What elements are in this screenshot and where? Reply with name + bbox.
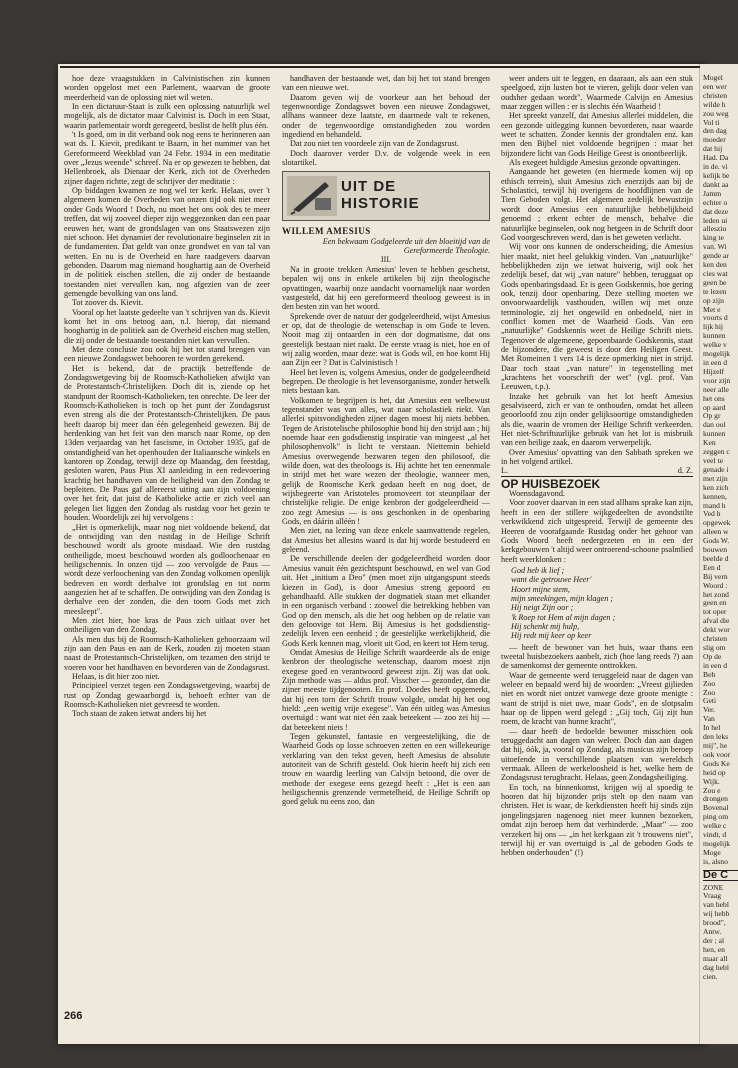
- paragraph: Tegen gekunstel, fantasie en vergeestelijking, die de Waarheid Gods op losse schroeven zetten en een willekeurige verklaring van den tekst geven, heeft Amesius de absolute autoriteit van de Schrift gesteld. Ook hierin heeft hij zich een trouw en waardig leerling van Calvijn betoond, die over de methode der exegese eens gezegd heeft : „Het is een aan heiligschennis grenzende vermetelheid, de Heilige Schrift op goed geluk nu eens zoo, dan: [282, 732, 490, 807]
- poem-line: mijn smeekingen, mijn klagen ;: [511, 593, 614, 603]
- paragraph: Doch daarover verder D.v. de volgende week in een slotartikel.: [282, 148, 490, 168]
- cropped-line: beelde d: [703, 553, 729, 563]
- cropped-line: tot oper: [703, 607, 727, 617]
- paragraph: Na in groote trekken Amesius' leven te hebben geschetst, bepalen wij ons in enkele artikelen bij zijn theologische opvattingen, waarbij onze aandacht voornamelijk naar worden vastgesteld, dat hij een gereformeerd theoloog geweest is in den besten zin van het woord.: [282, 264, 490, 312]
- poem-line: want die getrouwe Heer': [511, 575, 592, 585]
- cropped-line: in de. vi: [703, 162, 728, 172]
- paragraph: hoe deze vraagstukken in Calvinistischen zin kunnen worden opgelost met een Parlement, waarvan de groote meerderheid van de oplossing niet wil weten.: [64, 74, 270, 102]
- column-4-heading: De C: [703, 870, 738, 881]
- cropped-line: op zijn: [703, 295, 724, 305]
- paragraph: Men ziet hier, hoe kras de Paus zich uitlaat over het ontheiligen van den Zondag.: [64, 615, 270, 635]
- cropped-line: neer alle: [703, 384, 729, 394]
- cropped-line: Jamm: [703, 188, 722, 198]
- cropped-line: Geti: [703, 696, 717, 706]
- psalm-quote: [511, 566, 693, 641]
- cropped-line: afval die: [703, 616, 730, 626]
- cropped-line: drongen: [703, 794, 728, 804]
- paragraph: 't Is goed, om in dit verband ook nog eens te herinneren aan wat ds. I. Kievit, predikant te Baarn, in het nummer van het Gereformeerd Weekblad van 24 Febr. 1934 in een meditatie over „Jezus weende" schreef. Na er op gewezen te hebben, dat Hellenbroek, als Dienaar der Kerk, zich tot de Overheden zijner dagen richtte, zegt de schrijver der meditatie :: [64, 130, 270, 186]
- cropped-line: cies wat: [703, 268, 728, 278]
- paragraph: De verschillende deelen der godgeleerdheid worden door Amesius vanuit één gezichtspunt beschouwd, en wel van God uit. Het „initium a Deo" (men moet zijn uitgangspunt steeds kiezen in God), is door Amesius streng gepoord en gehandhaafd. Alle stukken der dogmatiek staan met elkander in een organisch verband : zoowel die betrekking hebben van God op den mensch, als die het oog hebben op de relatie van den geloovige tot Hem. Bij Amesius is het godsdienstig-zedelijk leven een eenheid ; de geestelijke werkelijkheid, die Gods Kerk kennen mag, vloeit uit God, en keert tot Hem terug.: [282, 554, 490, 648]
- cropped-line: alleen w: [703, 527, 729, 537]
- cropped-line: ken zich: [703, 482, 729, 492]
- cropped-line: dat hij: [703, 144, 723, 154]
- paragraph: Volkomen te begrijpen is het, dat Amesius een welbewust tegenstander was van alles, wat naar scholastiek riekt. Van allerlei spitsvondigheden zijner dagen moest hij niets hebben. Tegen de Aristotelische philosophie bond hij den strijd aan ; hij noemde haar een godsdienstig inspiratie van mingeest „al het philosophenvolk" is licht te verstaan. Niettemin behield Amesius overwegende bezwaren tegen den philosoof, die wilde doen, wat des theoloogs is. Hij achtte het ten eenenmale in strijd met het ware wezen der theologie, wanneer men, gelijk de Roomsche Kerk gedaan heeft en nog doet, de wijsbegeerte van Aristoteles promoveert tot steunpilaar der christelijke religie. De enige kenbron der godgeleerdheid — zoo zegt Amesius — is ons geschonken in de openbaring Gods, en dáárin alléén !: [282, 395, 490, 527]
- cropped-line: van hebl: [703, 900, 729, 910]
- paragraph: Waar de gemeente werd teruggeleid naar de dagen van weleer en bepaald werd bij de woorden: „Vreest gijlieden niet en wordt niet ontzet vanwege deze groote menigte : want de strijd is niet uwe, maar Gods", en de slotpsalm haar op de lippen werd gelegd : „Gij toch, Gij zijt hun roem, de kracht van hunne kracht",: [501, 670, 693, 727]
- cropped-line: met zijn: [703, 473, 728, 483]
- paragraph: Voor zoover daarvan in een stad allhans sprake kan zijn, heeft in een der stillere wijkgedeelten de avondstilte verkwikkend zich uitgespreid. Terwijl de gemeente des Heeren de voorafgaande Rustdag onder het gehoor van Gods Woord heeft nedergezeten en in een der kerkgebouwen 't altijd weer ontroerend-schoone psalmlied heeft weerklonken :: [501, 498, 693, 564]
- article-dateline: Woensdagavond.: [509, 489, 565, 499]
- cropped-line: wij hebb: [703, 909, 730, 919]
- logo-line-1: UIT DE: [341, 178, 397, 196]
- top-rule: [60, 66, 700, 68]
- cropped-line: der ; al: [703, 936, 725, 945]
- cropped-line: opgewek: [703, 518, 731, 528]
- paragraph: En toch, na binnenkomst, krijgen wij al spoedig te hooren dat hij bijzonder prijs stelt op den naam van christen. Het is waar, de kerkdiensten heeft hij sinds zijn jongelingsjaren nagenoeg niet meer kunnen bezoeken, omdat zijn beroep hem dat verhinderde. „Maar" — zoo verzekert hij ons — „in het kerkgaan zit 't trouwens niet", terwijl hij er van overtuigd is „al de geboden Gods te hebben onderhouden" (!): [501, 782, 693, 858]
- cropped-line: lijk hij: [703, 322, 724, 332]
- paragraph: Op biddagen kwamen ze nog wel ter kerk. Helaas, over 't algemeen komen de Overheden van onzen tijd ook niet meer onder Gods Woord ! Doch, nu moet het ons ook des te meer treffen, dat wij zooveel dieper zijn weggezonken dan een paar eeuwen her, want de grondslagen van ons Staatswezen zijn niet schoon. Het dynamiet der revolutionaire beginselen zit in de fundamenten. Dat geldt van onze grondwet en van tal van wetten. En nu is de Overheid en hare raadgevers daarvan gebonden. Daarom mag niemand hooghartig aan de Overheid in de politiek eischen stellen, die zij onder de bestaande toestanden niet vervullen kan, nog afgezien van de zeer gemengde bevolking van ons land.: [64, 186, 270, 298]
- paragraph: Omdat Amesius de Heilige Schrift waardeerde als de enige kenbron der theologische wetenschap, daarom moest zijn exegese goed en verantwoord geweest zijn. Zij was dat ook. Zijn methode was — aldus prof. Visscher — gezonder, dan die zijner meeste tijdgenooten. En prof. Doedes heeft opgemerkt, dat hij een torn der Schrift trouw volgde, omdat hij het oog hield: „een wettig vrije exegese". Van één uitleg was Amesius overtuigd : want wat niet één zaak beteekent — zoo zei hij — dat beteekent niets !: [282, 647, 490, 732]
- cropped-line: het ons: [703, 393, 725, 403]
- cropped-line: Op de: [703, 651, 722, 661]
- cropped-line: Zou e: [703, 785, 721, 795]
- cropped-line: van. Wi: [703, 242, 727, 252]
- cropped-line: dankt aa: [703, 179, 729, 189]
- cropped-line: mogelijk: [703, 838, 730, 848]
- cropped-line: kunnen: [703, 331, 726, 341]
- signature-left: L.: [501, 466, 509, 476]
- cropped-line: allesziu: [703, 224, 727, 234]
- cropped-line: te lezen: [703, 286, 727, 296]
- cropped-line: Wijk.: [703, 776, 720, 786]
- paragraph: Helaas, is dit hier zoo niet.: [72, 672, 160, 681]
- cropped-line: maar all: [703, 953, 728, 963]
- cropped-line: Zoo: [703, 687, 716, 697]
- cropped-line: vindt, d: [703, 830, 727, 840]
- poem-line: 'k Roep tot Hem al mijn dagen ;: [511, 612, 616, 622]
- poem-line: Hij neigt Zijn oor ;: [511, 603, 574, 613]
- paragraph: Wij voor ons kunnen de onderscheiding, die Amesius hier maakt, niet heel gelukkig vinden. Van „natuurlijke" hebbelijkheden zijn we ietwat huiverig, wijl ook het zedelijk besef, dat wij „van nature" hebben, teruggaat op Gods openbaringsdaad. Er is geen Godskennis, hoe gering ook, tenzij door openbaring. Deze stelling moeten we onvoorwaardelijk vasthouden, willen wij met onze terminologie, zij het ongewild en onbedoeld, niet in conflict komen met de Waarheid Gods. Van een „natuurlijke" Godskennis weet de Heilige Schrift niets. Tegenover de algemeene, gepoenbaarde Godskennis, staat de bijzondere, die geweest is door den Heiligen Geest. Met Romeinen 1 vers 14 is deze opmerking niet in strijd. Daar toch staat „van nature" in tegenstelling met „krachtens het voorschrift der wet" (vgl. prof. Van Leeuwen, t.p.).: [501, 242, 693, 392]
- cropped-line: ook voor: [703, 749, 731, 759]
- cropped-line: den dag: [703, 126, 727, 136]
- cropped-line: Ver.: [703, 705, 716, 715]
- cropped-line: Een d: [703, 562, 721, 572]
- cropped-line: mogelijk: [703, 349, 730, 359]
- cropped-line: in een d: [703, 660, 728, 670]
- cropped-line: Moge: [703, 847, 721, 857]
- paragraph: Dat zou niet ten voordeele zijn van de Zondagsrust.: [290, 139, 459, 149]
- cropped-line: gende ar: [703, 251, 729, 261]
- cropped-line: Met e: [703, 304, 721, 314]
- article-heading-op-huisbezoek: OP HUISBEZOEK: [501, 476, 693, 489]
- cropped-line: bouwen: [703, 545, 728, 555]
- paragraph: Tot zoover ds. Kievit.: [72, 298, 144, 308]
- cropped-line: christen: [703, 90, 728, 100]
- cropped-line: dan ool: [703, 420, 726, 430]
- cropped-line: kunnen: [703, 429, 726, 439]
- cropped-line: zou weg: [703, 108, 729, 118]
- poem-line: Hij redt mij keer op keer: [511, 631, 592, 641]
- cropped-line: Bij vern: [703, 571, 728, 581]
- quill-icon: [287, 176, 337, 216]
- cropped-line: veel te: [703, 455, 724, 465]
- cropped-line: is, alsno: [703, 856, 728, 866]
- paragraph: Met deze conclusie zou ook bij het tot stand brengen van een nieuwe Zondagswet behooren te worden gerekend.: [64, 344, 270, 364]
- paragraph: handhaven der bestaande wet, dan bij het tot stand brengen van een nieuwe wet.: [282, 74, 490, 93]
- poem-line: Hoort mijne stem,: [511, 584, 570, 594]
- cropped-line: een wer: [703, 81, 727, 91]
- cropped-line: Ved h: [703, 509, 721, 519]
- cropped-line: leden ui: [703, 215, 728, 225]
- cropped-line: Had. Da: [703, 153, 729, 163]
- poem-line: God heb ik lief ;: [511, 565, 565, 575]
- signature-right: d. Z.: [677, 466, 693, 476]
- paragraph: Heel het leven is, volgens Amesius, onder de godgeleerdheid begrepen. De theologie is het levensorganisme, zonder hetwelk niets bestaan kan.: [282, 367, 490, 396]
- paragraph: „Het is opmerkelijk, maar nog niet voldoende bekend, dat de ontwijding van den rustdag in de Heilige Schrift beschouwd wordt als groote misdaad. Wie den rustdag ontheiligde, moest beschouwd worden als godloochenaar en heiligschennis. In onzen tijd — zoo vervolgde de Paus — wordt deze verloochening van den Zondag volkomen openlijk bedreven en wordt derhalve tot grondslag en tot norm aangezien het af te schaffen. De ontwijding van den Zondag is derhalve een der zonden, die den toorn Gods met zich meesleept".: [64, 522, 270, 616]
- cropped-line: genade i: [703, 464, 729, 474]
- cropped-line: brood",: [703, 918, 726, 928]
- cropped-line: Vol ti: [703, 117, 720, 127]
- cropped-line: welke v: [703, 340, 727, 350]
- cropped-line: Mogel: [703, 74, 723, 82]
- cropped-line: Gods W.: [703, 536, 730, 546]
- cropped-line: echter o: [703, 197, 728, 207]
- uit-de-historie-logo: [282, 171, 490, 221]
- cropped-line: In hel: [703, 723, 721, 733]
- paragraph: Als exegeet huldigde Amesius gezonde opvattingen.: [509, 158, 681, 168]
- cropped-line: moeder: [703, 135, 726, 145]
- paragraph: Vooral op het laatste gedeelte van 't schrijven van ds. Kievit komt het in ons betoog aan, n.l. hierop, dat niemand hooghartig in de politiek aan de Overheid eischen mag stellen, die zij onder de bestaande toestanden niet kan vervullen.: [64, 307, 270, 345]
- article-subtitle: Een bekwaam Godgeleerde uit den bloeitijd van de Gereformeerde Theologie.: [322, 236, 490, 256]
- cropped-line: Zoo: [703, 678, 716, 688]
- cropped-line: Op gr: [703, 411, 721, 421]
- cropped-line: Bovenal: [703, 803, 729, 813]
- cropped-line: slig om: [703, 643, 726, 652]
- cropped-line: zeggen c: [703, 447, 730, 457]
- cropped-line: king te: [703, 233, 724, 243]
- cropped-line: ping om: [703, 812, 729, 822]
- cropped-line: Gods Ke: [703, 758, 730, 768]
- cropped-line: dat deze: [703, 206, 729, 216]
- paragraph: — daar heeft de bedoelde bewoner misschien ook teruggedacht aan dagen van weleer. Doch dan aan dagen dat hij, óók, ja, vooral op Zondag, als musicus zijn beroep uitoefende in verschillende plaatsen van wereldsch vermaak. Alleen de werkeloosheid is het, welke hem de Zondagsrust terugbracht. Helaas, geen Zondagsheiliging.: [501, 726, 693, 783]
- cropped-line: heid op: [703, 767, 726, 777]
- cropped-line: christen: [703, 634, 728, 644]
- paragraph: Inzake het gebruik van het lot heeft Amesius gesalviseerd, zich er van te onthouden, omdat het alleen geoorloofd zou zijn onder gelijksoortige omstandigheden als die, waarin de vromen der Heilige Schrift verkeerden. Het niet-Schriftuurlijke gebruik van het lot is misbruik van een heilige zaak, en daarom verwerpelijk.: [501, 391, 693, 448]
- paragraph: Men ziet, na lezing van deze enkele saamvattende regelen, dat Amesius het allesins waard is dat hij worde bestudeerd en geleend.: [282, 526, 490, 555]
- cropped-line: ZONE: [703, 882, 724, 892]
- cropped-line: Ken: [703, 438, 716, 448]
- cropped-line: Beh: [703, 669, 716, 679]
- paragraph: Het is bekend, dat de practijk betreffende de Zondagswetgeving bij de Roomsch-Katholieken afwijkt van de Protestantsch-Christelijken. Doch dit is, ziende op het standpunt der Roomsch-Katholieken, ten onrechte. De leer der Roomsch-Katholieken is toch op het punt der Zondagsrust even streng als die der Protestantsch-Christelijken. De paus heeft daarop bij meer dan één gelegenheid gewezen. Bij de herdenking van het feit van den marsch naar Rome, op den 13den verjaardag van het fascisme, in October 1935, gaf de onstandigheid van het openhouden der Italiaansche winkels en kantoren op Zondag, terwijl deze op Maandag, den feestdag, gesloten waren, Paus Pius XI aanleiding in een redevoering krachtig het handhaven van de heiligheid van den Zondag te bepleiten. De Paus gaf allereerst uiting aan zijn voldoening over het feit, dat juist de Katholieke actie er zich veel aan gelegen liet liggen den Zondag als rustdag voor het gezin te houden. Woordelijk zei hij vervolgens :: [64, 363, 270, 523]
- paragraph: Principieel verzet tegen een Zondagswetgeving, waarbij de rust op Zondag gewaarborgd is, behoeft echter van de Roomsch-Katholieken niet gevreesd te worden.: [64, 681, 270, 710]
- cropped-line: mij", he: [703, 740, 728, 750]
- cropped-line: dag hebl: [703, 962, 729, 972]
- cropped-line: mand h: [703, 500, 726, 510]
- article-part-number: III.: [380, 255, 392, 265]
- paragraph: Als men dus bij de Roomsch-Katholieken gehoorzaam wil zijn aan den Paus en aan de Kerk, zouden zij moeten staan naast de Protestantsch-Christelijken, om tezamen den strijd te voeren voor het handhaven en bevorderen van de Zondagsrust.: [64, 634, 270, 672]
- cropped-line: op aard: [703, 402, 726, 412]
- cropped-line: Woord :: [703, 580, 728, 590]
- cropped-line: voor zijn: [703, 375, 731, 385]
- article-heading-willem-amesius: WILLEM AMESIUS: [282, 226, 371, 237]
- cropped-line: hen, en: [703, 944, 725, 954]
- cropped-line: den leks: [703, 732, 729, 742]
- cropped-line: dekt wor: [703, 625, 730, 635]
- cropped-line: in een d: [703, 358, 728, 367]
- poem-line: Hij schenkt mij hulp,: [511, 621, 580, 631]
- paragraph: In een dictatuur-Staat is zulk een oplossing natuurlijk wel mogelijk, als de dictator maar Calvinist is. Doch in een Staat, waarin parlementair wordt geregeerd, beslist de helft plus één.: [64, 102, 270, 130]
- column-4-cropped: [703, 74, 738, 1004]
- paragraph: weer anders uit te leggen, en daaraan, als aan een stuk speelgoed, zijn lusten bot te vieren, gelijk door velen van oudsher gedaan wordt". Waarmede Calvijn en Amesius maar zeggen willen : er is slechts één Waarheid !: [501, 74, 693, 112]
- cropped-line: voorts d: [703, 313, 728, 323]
- column-1: [64, 74, 270, 1004]
- logo-line-2: HISTORIE: [341, 195, 420, 213]
- paragraph: Daarom geven wij de voorkeur aan het behoud der tegenwoordige Zondagswet boven een nieuwe Zondagswet, allhans wanneer deze laatste, en daarmede valt te rekenen, onder de tegenwoordige omstandigheden zou worden ingediend en behandeld.: [282, 92, 490, 140]
- cropped-line: Vraag: [703, 891, 722, 901]
- cropped-line: ken den: [703, 260, 727, 270]
- paragraph: Sprekende over de natuur der godgeleerdheid, wijst Amesius er op, dat de theologie de wetenschap is om Gode te leven. Nooit mag zij ontaarden in een dor dogmatisme, dat ons geestelijk bestaan niet raakt. De eerste vraag is niet, hoe en of wij zalig worden, maar deze: wat is Gods wil, en hoe komt Hij aan Zijn eer ? Dat is Calvinistisch !: [282, 311, 490, 368]
- cropped-line: cien.: [703, 971, 718, 981]
- cropped-line: geen be: [703, 277, 727, 287]
- paragraph: — heeft de bewoner van het huis, waar thans een tweetal huisbezoekers aanbelt, zich (hoe lang reeds ?) aan de samenkomst der gemeente onttrokken.: [501, 642, 693, 671]
- cropped-line: Hijzelf: [703, 366, 725, 376]
- column-2: [282, 74, 490, 1004]
- cropped-line: kelijk be: [703, 170, 730, 180]
- cropped-line: Van: [703, 714, 715, 724]
- cropped-line: welke c: [703, 821, 727, 831]
- cropped-line: het zond: [703, 589, 729, 599]
- cropped-line: geen en: [703, 598, 727, 608]
- cropped-line: Antw.: [703, 927, 722, 937]
- paragraph: Het spreekt vanzelf, dat Amesius allerlei middelen, die een gezonde uitlegging kunnen bevorderen, naar waarde weet te schatten. Zonder kennis der grondtalen enz. kan men den Bijbel niet voldoende begrijpen : maar het bijzondere licht van Gods Heilige Geest is onontbeerlijk.: [501, 111, 693, 158]
- paragraph: Over Amesius' opvatting van den Sabbath spreken we in het volgend artikel.: [501, 447, 693, 467]
- column-3: [501, 74, 693, 1004]
- cropped-line: kennen,: [703, 491, 727, 501]
- cropped-line: wilde h: [703, 99, 726, 109]
- page-number: 266: [64, 1010, 83, 1022]
- paragraph: Aangaande het geweten (en hiermede komen wij op ethisch terrein), sluit Amesius zich enerzijds aan bij de Scholastici, terwijl hij overigens de hoofdlijnen van de Tien Geboden volgt. Het algemeen zedelijk bewustzijn wordt door Amesius een natuurlijke hebbelijkheid genoemd ; erkent echter de mensch, behalve die natuurlijke beginselen, ook nog hetgeen in de Schrift door God voorgeschreven werd, dan is het geweten verlicht.: [501, 167, 693, 242]
- paragraph: Toch staan de zaken ietwat anders bij het: [72, 709, 207, 719]
